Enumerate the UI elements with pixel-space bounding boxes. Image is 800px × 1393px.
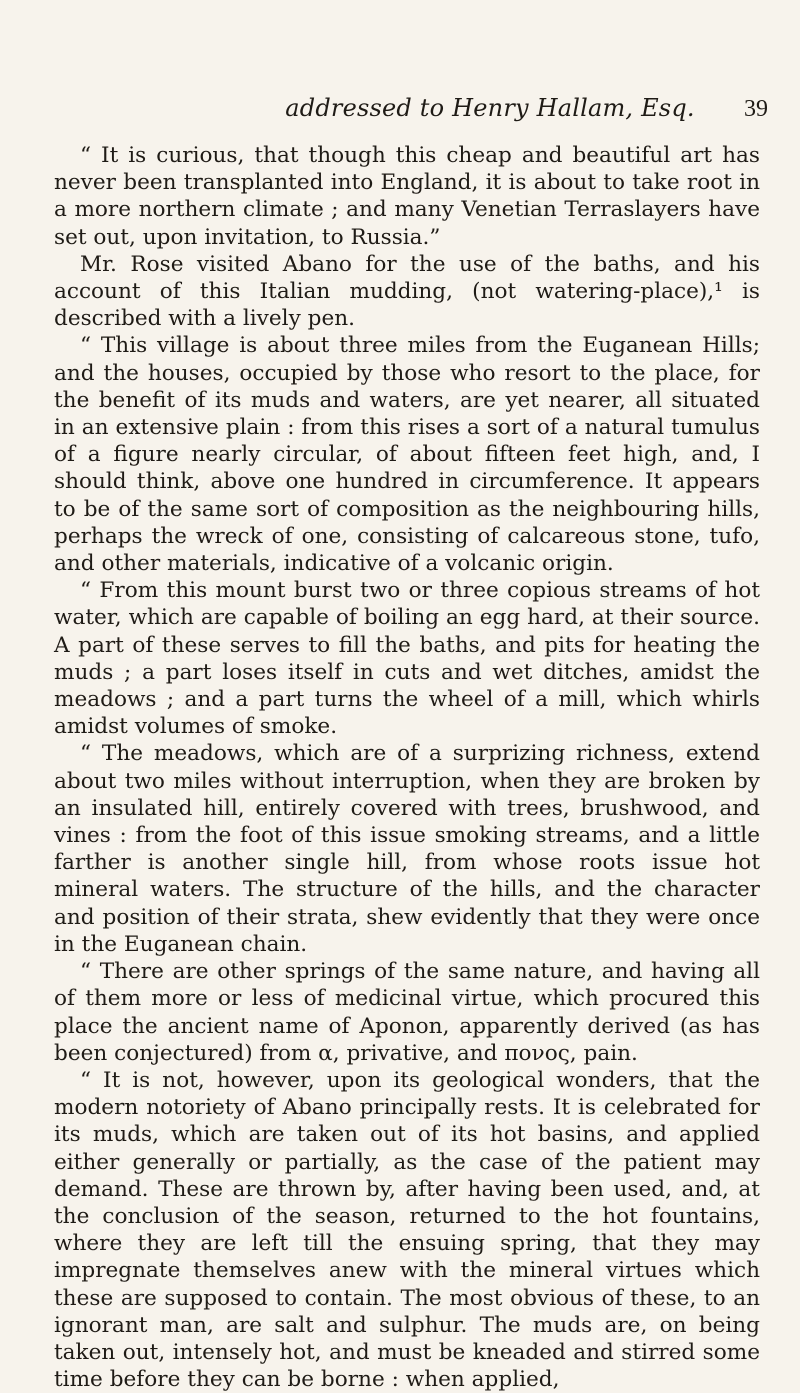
paragraph: “ It is not, however, upon its geological wonders, that the modern notoriety of Abano principally rests. It is celebrated for its muds, which are taken out of its hot basins, and applied either generally or partially, as the case of the patient may demand. These are thrown by, after having been used, and, at the conclusion of the season, returned to the hot fountains, where they are left till the ensuing spring, that they may impregnate themselves anew with the mineral virtues which these are supposed to contain. The most obvious of these, to an ignorant man, are salt and sulphur. The muds are, on being taken out, intensely hot, and must be kneaded and stirred some time before they can be borne : when applied, [54, 1067, 760, 1393]
paragraph: “ There are other springs of the same nature, and having all of them more or less of medicinal virtue, which procured this place the ancient name of Aponon, apparently derived (as has been conjectured) from α, privative, and πονος, pain. [54, 959, 760, 1066]
paragraph: “ It is curious, that though this cheap and beautiful art has never been transplanted into England, it is about to take root in a more northern climate ; and many Venetian Terraslayers have set out, upon invitation, to Russia.” [54, 143, 760, 250]
paragraph: “ From this mount burst two or three copious streams of hot water, which are capable of boiling an egg hard, at their source. A part of these serves to fill the baths, and pits for heating the muds ; a part loses itself in cuts and wet ditches, amidst the meadows ; and a part turns the wheel of a mill, which whirls amidst volumes of smoke. [54, 578, 760, 740]
running-head: addressed to Henry Hallam, Esq. [285, 94, 695, 122]
page-header [166, 94, 768, 130]
body-text [54, 142, 760, 1393]
paragraph: “ The meadows, which are of a surprizing richness, extend about two miles without interruption, when they are broken by an insulated hill, entirely covered with trees, brushwood, and vines : from the foot of this issue smoking streams, and a little farther is another single hill, from whose roots issue hot mineral waters. The structure of the hills, and the character and position of their strata, shew evidently that they were once in the Euganean chain. [54, 741, 760, 957]
page-number: 39 [744, 96, 768, 122]
paragraph: “ This village is about three miles from the Euganean Hills; and the houses, occupied by those who resort to the place, for the benefit of its muds and waters, are yet nearer, all situated in an extensive plain : from this rises a sort of a natural tumulus of a figure nearly circular, of about fifteen feet high, and, I should think, above one hundred in circumference. It appears to be of the same sort of composition as the neighbouring hills, perhaps the wreck of one, consisting of calcareous stone, tufo, and other materials, indicative of a volcanic origin. [54, 333, 760, 577]
paragraph: Mr. Rose visited Abano for the use of the baths, and his account of this Italian mudding, (not watering-place),¹ is described with a lively pen. [54, 251, 760, 332]
